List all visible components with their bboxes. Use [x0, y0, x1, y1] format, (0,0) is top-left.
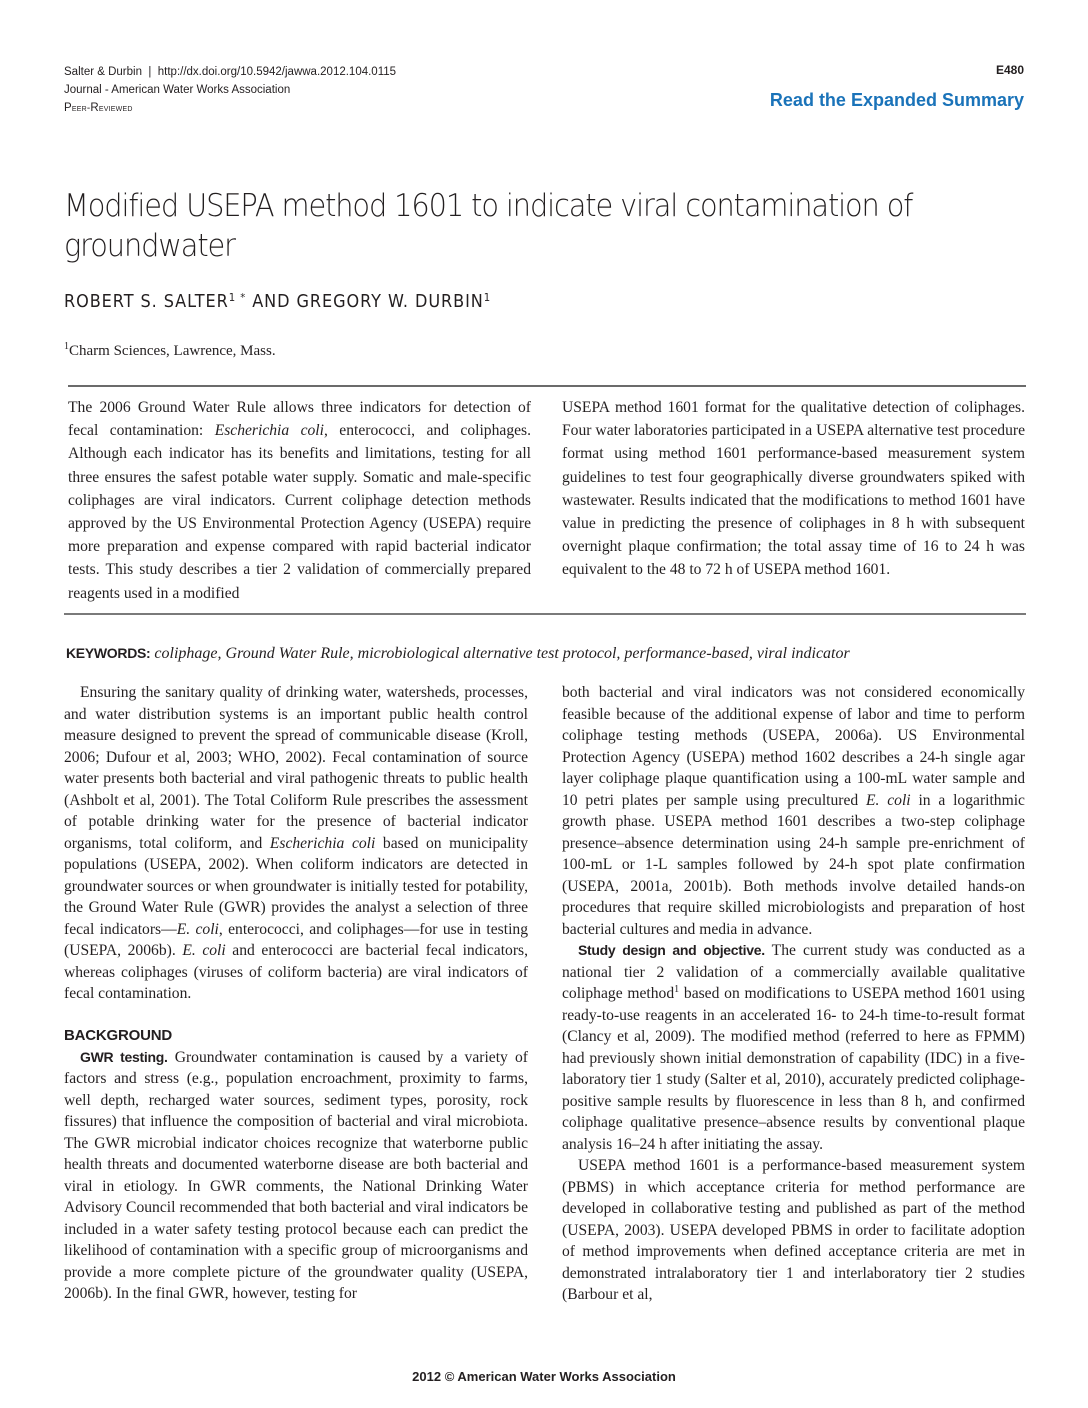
- author-affil-marker: 1: [483, 291, 492, 304]
- running-header: [64, 63, 396, 118]
- abstract-left-column: [68, 396, 531, 605]
- page-number: E480: [995, 63, 1024, 77]
- author-joiner: AND: [246, 292, 297, 312]
- section-label-part-2: eviewed: [98, 103, 133, 114]
- copyright-footer: 2012 © American Water Works Association: [412, 1369, 676, 1384]
- abstract-bottom-rule: [64, 613, 1026, 615]
- run-in-heading: GWR testing.: [80, 1048, 168, 1065]
- abstract-species-name: Escherichia coli: [214, 422, 324, 440]
- paragraph-text: Ensuring the sanitary quality of drinking water, watersheds, processes, and water distribution systems is an important public health control measure designed to prevent the spread of communicable disease (Kroll, 2006; Dufour et al, 2003; WHO, 2002). Fecal contamination of source water presents both bacterial and viral pathogenic threats to public health (Ashbolt et al, 2001). The Total Coliform Rule prescribes the assessment of potable drinking water for the presence of bacterial indicator organisms, total coliform, and: [64, 684, 528, 852]
- footnote-marker[interactable]: 1: [674, 983, 680, 995]
- abstract-top-rule: [68, 385, 1026, 387]
- study-design-paragraph: [562, 940, 1025, 1155]
- citation-separator: |: [148, 66, 152, 78]
- section-heading-background: BACKGROUND: [64, 1026, 172, 1044]
- gwr-testing-paragraph: [64, 1047, 528, 1305]
- paragraph-text: based on municipality populations (USEPA, 2002). When coliform indicators are detected in groundwater sources or when groundwater is initially tested for potability, the Ground Water Rule (GWR) provides the analyst a selection of three fecal indicators—: [64, 834, 528, 938]
- section-label-initial: P: [64, 102, 72, 114]
- keywords-line: [66, 645, 850, 663]
- species-name: E. coli: [866, 791, 911, 809]
- continued-paragraph: [562, 682, 1025, 940]
- author-list: [64, 291, 491, 312]
- corresponding-author-marker: *: [236, 291, 247, 304]
- affiliation-text: Charm Sciences, Lawrence, Mass.: [69, 343, 276, 359]
- paragraph-text: The current study was conducted as a national tier 2 validation of a commercially available qualitative coliphage method: [562, 942, 1025, 1002]
- paragraph-text: and enterococci are bacterial fecal indicators, whereas coliphages (viruses of coliform bacteria) are viral indicators of fecal contamination.: [64, 942, 528, 1002]
- expanded-summary-link[interactable]: Read the Expanded Summary: [769, 90, 1024, 110]
- species-name: E. coli: [176, 920, 219, 938]
- species-name: Escherichia coli: [269, 834, 376, 852]
- paragraph-text: , enterococci, and coliphages—for use in testing (USEPA, 2006b).: [64, 920, 529, 959]
- section-label: [64, 99, 396, 118]
- doi-link[interactable]: http://dx.doi.org/10.5942/jawwa.2012.104.0115: [157, 66, 397, 78]
- affiliation: [64, 341, 276, 360]
- paragraph-text: based on modifications to USEPA method 1601 using ready-to-use reagents in an accelerated 16- to 24-h time-to-result format (Clancy et al, 2009). The modified method (referred to here as FPMM) had previously shown initial demonstration of capability (IDC) in a five-laboratory tier 1 study (Salter et al, 2010), accurately predicted coliphage-positive sample results by fluorescence in less than 8 h, and confirmed coliphage qualitative presence–absence results by conventional plaque analysis 16–24 h after initiating the assay.: [562, 985, 1025, 1153]
- citation-authors: Salter & Durbin: [64, 66, 142, 78]
- citation-line: [64, 63, 396, 81]
- species-name: E. coli: [182, 942, 226, 959]
- section-label-part: eer-: [71, 103, 91, 114]
- paragraph-text: both bacterial and viral indicators was not considered economically feasible because of the additional expense of labor and time to perform coliphage testing methods (USEPA, 2006a). US Environmental Protection Agency (USEPA) method 1602 describes a 24-h single agar layer coliphage plaque quantification using a 100-mL water sample and 10 petri plates per sample using precultured: [562, 684, 1025, 809]
- author-name: ROBERT S. SALTER: [64, 292, 229, 312]
- author-affil-marker: 1: [228, 291, 237, 304]
- affiliation-marker: 1: [64, 341, 69, 352]
- section-label-initial-2: R: [90, 102, 99, 114]
- author-name: GREGORY W. DURBIN: [296, 292, 484, 312]
- paragraph-text: in a logarithmic growth phase. USEPA method 1601 describes a two-step coliphage presence–absence determination using 24-h sample pre-enrichment of 100-mL or 1-L samples followed by 24-h spot plate confirmation (USEPA, 2001a, 2001b). Both methods involve detailed hands-on procedures that require skilled microbiologists and preparation of host bacterial cultures and media in advance.: [562, 791, 1025, 938]
- keywords-list: coliphage, Ground Water Rule, microbiological alternative test protocol, performance-based, viral indicator: [154, 645, 850, 662]
- body-left-column: [64, 682, 528, 1305]
- pbms-paragraph: USEPA method 1601 is a performance-based measurement system (PBMS) in which acceptance criteria for method performance are developed in collaborative testing and published as part of the method (USEPA, 2003). USEPA developed PBMS in order to facilitate adoption of method improvements when defined acceptance criteria are met in demonstrated intralaboratory tier 1 and interlaboratory tier 2 studies (Barbour et al,: [562, 1157, 1025, 1303]
- abstract-right-column: USEPA method 1601 format for the qualitative detection of coliphages. Four water laboratories participated in a USEPA alternative test procedure format using method 1601 performance-based measurement system guidelines to test four geographically diverse groundwaters spiked with wastewater. Results indicated that the modifications to method 1601 have value in predicting the presence of coliphages in 8 h with subsequent overnight plaque confirmation; the total assay time of 16 to 24 h was equivalent to the 48 to 72 h of USEPA method 1601.: [562, 399, 1025, 579]
- abstract-text: The 2006 Ground Water Rule allows three indicators for detection of fecal contamination:: [68, 399, 531, 440]
- body-right-column: [562, 682, 1025, 1306]
- journal-name: Journal - American Water Works Association: [64, 84, 291, 96]
- article-title: Modified USEPA method 1601 to indicate viral contamination of groundwater: [64, 188, 913, 264]
- paragraph-text: Groundwater contamination is caused by a variety of factors and stress (e.g., population encroachment, proximity to farms, well depth, recharged water sources, sediment types, porosity, rock fissures) that influence the composition of bacterial and viral microbiota. The GWR microbial indicator choices recognize that waterborne public health threats and documented waterborne disease are both bacterial and viral in etiology. In GWR comments, the National Drinking Water Advisory Council recommended that both bacterial and viral indicators be included in a water safety testing protocol because each can predict the likelihood of contamination with a specific group of microorganisms and provide a more complete picture of the groundwater quality (USEPA, 2006b). In the final GWR, however, testing for: [64, 1048, 528, 1302]
- run-in-heading: Study design and objective.: [578, 942, 765, 958]
- abstract-text: , enterococci, and coliphages. Although each indicator has its benefits and limitations, testing for all three ensures the safest potable water supply. Somatic and male-specific coliphages are viral indicators. Current coliphage detection methods approved by the US Environmental Protection Agency (USEPA) require more preparation and expense compared with rapid bacterial indicator tests. This study describes a tier 2 validation of commercially prepared reagents used in a modified: [68, 422, 531, 602]
- intro-paragraph: [64, 682, 528, 1005]
- keywords-label: KEYWORDS:: [66, 645, 151, 661]
